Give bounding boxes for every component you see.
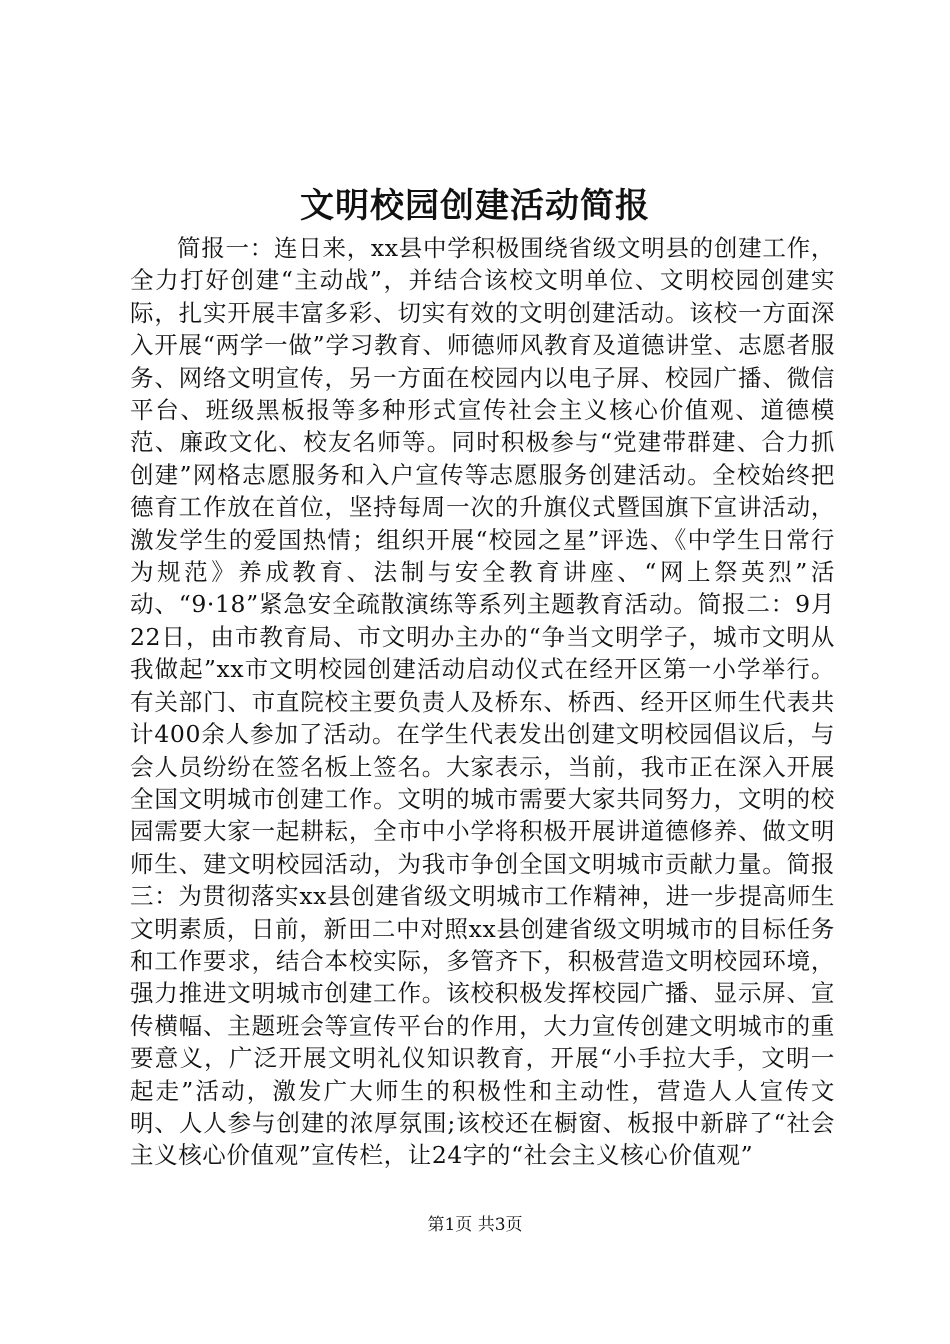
page-footer: 第1页 共3页 [427,1215,523,1235]
document-body: 简报一：连日来，xx县中学积极围绕省级文明县的创建工作，全力打好创建“主动战”，并结合该校文明单位、文明校园创建实际，扎实开展丰富多彩、切实有效的文明创建活动。该校一方面深入开展“两学一做”学习教育、师德师风教育及道德讲堂、志愿者服务、网络文明宣传，另一方面在校园内以电子屏、校园广播、微信平台、班级黑板报等多种形式宣传社会主义核心价值观、道德模范、廉政文化、校友名师等。同时积极参与“党建带群建、合力抓创建”网格志愿服务和入户宣传等志愿服务创建活动。全校始终把德育工作放在首位，坚持每周一次的升旗仪式暨国旗下宣讲活动，激发学生的爱国热情；组织开展“校园之星”评选、《中学生日常行为规范》养成教育、法制与安全教育讲座、“网上祭英烈”活动、“9·18”紧急安全疏散演练等系列主题教育活动。简报二：9月22日，由市教育局、市文明办主办的“争当文明学子，城市文明从我做起”xx市文明校园创建活动启动仪式在经开区第一小学举行。有关部门、市直院校主要负责人及桥东、桥西、经开区师生代表共计400余人参加了活动。在学生代表发出创建文明校园倡议后，与会人员纷纷在签名板上签名。大家表示，当前，我市正在深入开展全国文明城市创建工作。文明的城市需要大家共同努力，文明的校园需要大家一起耕耘，全市中小学将积极开展讲道德修养、做文明师生、建文明校园活动，为我市争创全国文明城市贡献力量。简报三：为贯彻落实xx县创建省级文明城市工作精神，进一步提高师生文明素质，日前，新田二中对照xx县创建省级文明城市的目标任务和工作要求，结合本校实际，多管齐下，积极营造文明校园环境，强力推进文明城市创建工作。该校积极发挥校园广播、显示屏、宣传横幅、主题班会等宣传平台的作用，大力宣传创建文明城市的重要意义，广泛开展文明礼仪知识教育，开展“小手拉大手，文明一起走”活动，激发广大师生的积极性和主动性，营造人人宣传文明、人人参与创建的浓厚氛围;该校还在橱窗、板报中新辟了“社会主义核心价值观”宣传栏，让24字的“社会主义核心价值观” [130,234,835,1170]
document-title: 文明校园创建活动简报 [300,186,650,226]
